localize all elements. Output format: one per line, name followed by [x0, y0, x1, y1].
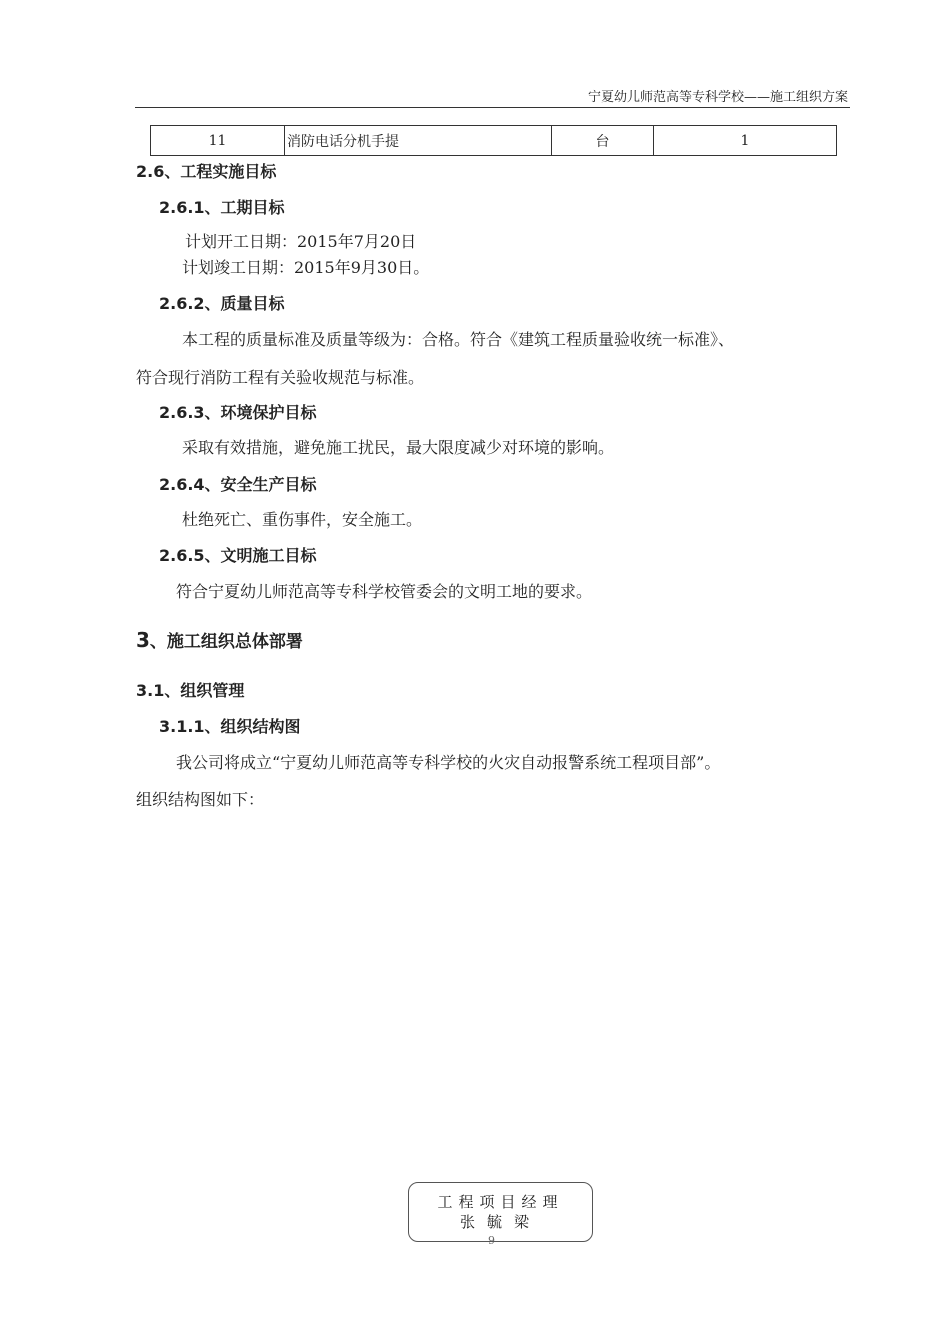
civilized-paragraph: 符合宁夏幼儿师范高等专科学校管委会的文明工地的要求。 — [176, 582, 593, 601]
planned-end-date: 计划竣工日期：2015年9月30日。 — [182, 258, 430, 277]
page-number: 9 — [488, 1234, 495, 1247]
org-paragraph-line2: 组织结构图如下： — [136, 790, 265, 809]
heading-2-6-5: 2.6.5、文明施工目标 — [159, 546, 317, 565]
heading-2-6-3: 2.6.3、环境保护目标 — [159, 403, 317, 422]
heading-3-number: 3 — [136, 628, 150, 652]
heading-3-1-1: 3.1.1、组织结构图 — [159, 717, 301, 736]
environment-paragraph: 采取有效措施，避免施工扰民，最大限度减少对环境的影响。 — [182, 438, 615, 457]
header-title: 宁夏幼儿师范高等专科学校——施工组织方案 — [587, 90, 848, 105]
page-header — [135, 90, 850, 108]
table-cell-no: 11 — [151, 126, 285, 156]
safety-paragraph: 杜绝死亡、重伤事件，安全施工。 — [182, 510, 423, 529]
equipment-table — [150, 125, 837, 156]
heading-2-6-1: 2.6.1、工期目标 — [159, 198, 285, 217]
planned-start-date: 计划开工日期：2015年7月20日 — [185, 232, 417, 251]
quality-paragraph-line2: 符合现行消防工程有关验收规范与标准。 — [136, 368, 425, 387]
table-cell-unit: 台 — [552, 126, 654, 156]
org-chart-box-project-manager — [408, 1182, 593, 1242]
heading-2-6-4: 2.6.4、安全生产目标 — [159, 475, 317, 494]
heading-2-6-2: 2.6.2、质量目标 — [159, 294, 285, 313]
table-row — [151, 126, 837, 156]
heading-2-6: 2.6、工程实施目标 — [136, 162, 277, 181]
heading-3-1: 3.1、组织管理 — [136, 681, 245, 700]
table-cell-name: 消防电话分机手提 — [285, 126, 552, 156]
quality-paragraph-line1: 本工程的质量标准及质量等级为：合格。符合《建筑工程质量验收统一标准》、 — [182, 330, 735, 349]
table-cell-qty: 1 — [654, 126, 837, 156]
heading-3 — [136, 630, 303, 652]
org-chart-name: 张毓梁 — [459, 1213, 541, 1231]
heading-3-text: 、施工组织总体部署 — [149, 632, 303, 652]
org-chart-role: 工程项目经理 — [437, 1193, 564, 1211]
org-paragraph-line1: 我公司将成立“宁夏幼儿师范高等专科学校的火灾自动报警系统工程项目部”。 — [176, 753, 721, 772]
